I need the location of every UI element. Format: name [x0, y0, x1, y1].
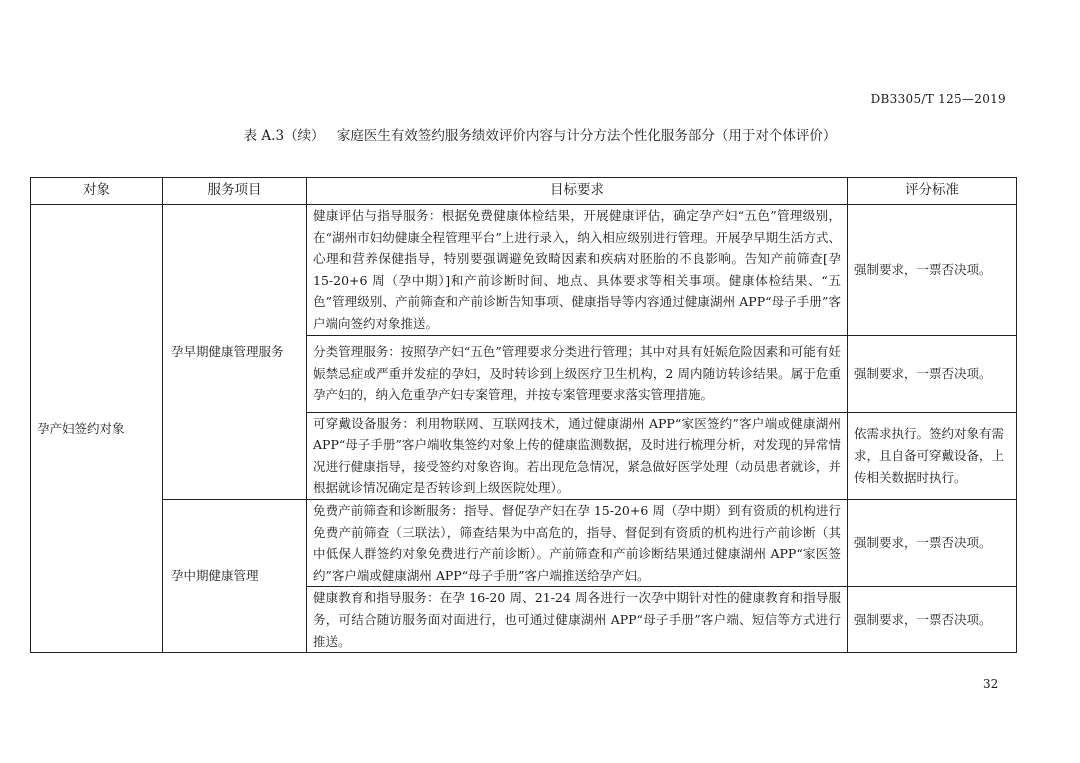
column-header-requirement: 目标要求 — [307, 178, 848, 205]
service-cell-mid: 孕中期健康管理 — [163, 499, 307, 652]
evaluation-table — [30, 177, 1017, 653]
score-cell: 强制要求，一票否决项。 — [848, 205, 1017, 336]
score-cell: 强制要求，一票否决项。 — [848, 335, 1017, 412]
target-cell: 孕产妇签约对象 — [31, 205, 163, 653]
score-cell: 依需求执行。签约对象有需求，且自备可穿戴设备，上传相关数据时执行。 — [848, 412, 1017, 499]
table-row — [31, 499, 1017, 586]
table-header-row — [31, 178, 1017, 205]
column-header-service: 服务项目 — [163, 178, 307, 205]
column-header-score: 评分标准 — [848, 178, 1017, 205]
table-number: 表 A.3（续） — [243, 128, 325, 144]
requirement-cell: 健康教育和指导服务：在孕 16-20 周、21-24 周各进行一次孕中期针对性的健康教育和指导服务，可结合随访服务面对面进行，也可通过健康湖州 APP“母子手册”客户端、短信等方式进行推送。 — [307, 587, 848, 653]
score-cell: 强制要求，一票否决项。 — [848, 587, 1017, 653]
page-number: 32 — [983, 677, 999, 691]
table-title: 家庭医生有效签约服务绩效评价内容与计分方法个性化服务部分（用于对个体评价） — [336, 128, 837, 144]
score-cell: 强制要求，一票否决项。 — [848, 499, 1017, 586]
requirement-cell: 分类管理服务：按照孕产妇“五色”管理要求分类进行管理；其中对具有妊娠危险因素和可能有妊娠禁忌症或严重并发症的孕妇，及时转诊到上级医疗卫生机构，2 周内随访转诊结果。属于危重孕产妇的，纳入危重孕产妇专案管理，并按专案管理要求落实管理措施。 — [307, 335, 848, 412]
table-caption — [0, 124, 1080, 144]
table-row — [31, 205, 1017, 336]
requirement-cell: 可穿戴设备服务：利用物联网、互联网技术，通过健康湖州 APP“家医签约”客户端或健康湖州 APP“母子手册”客户端收集签约对象上传的健康监测数据，及时进行梳理分析，对发现的异常情况进行健康指导，接受签约对象咨询。若出现危急情况，紧急做好医学处理（动员患者就诊，并根据就诊情况确定是否转诊到上级医院处理）。 — [307, 412, 848, 499]
column-header-target: 对象 — [31, 178, 163, 205]
service-cell-early: 孕早期健康管理服务 — [163, 205, 307, 500]
requirement-cell: 免费产前筛查和诊断服务：指导、督促孕产妇在孕 15-20+6 周（孕中期）到有资质的机构进行免费产前筛查（三联法），筛查结果为中高危的，指导、督促到有资质的机构进行产前诊断（其中低保人群签约对象免费进行产前诊断）。产前筛查和产前诊断结果通过健康湖州 APP“家医签约”客户端或健康湖州 APP“母子手册”客户端推送给孕产妇。 — [307, 499, 848, 586]
requirement-cell: 健康评估与指导服务：根据免费健康体检结果，开展健康评估，确定孕产妇“五色”管理级别，在“湖州市妇幼健康全程管理平台”上进行录入，纳入相应级别进行管理。开展孕早期生活方式、心理和营养保健指导，特别要强调避免致畸因素和疾病对胚胎的不良影响。告知产前筛查[孕 15-20+6 周（孕中期）]和产前诊断时间、地点、具体要求等相关事项。健康体检结果、“五色”管理级别、产前筛查和产前诊断告知事项、健康指导等内容通过健康湖州 APP“母子手册”客户端向签约对象推送。 — [307, 205, 848, 336]
document-code: DB3305/T 125—2019 — [870, 92, 1006, 106]
